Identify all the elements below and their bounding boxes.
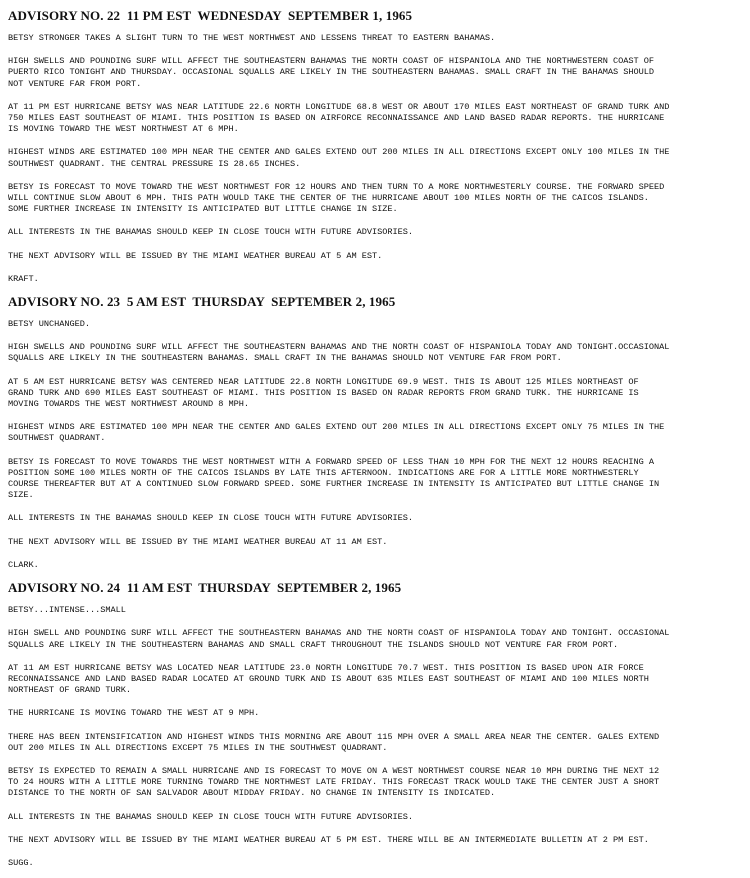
advisory-paragraph: HIGH SWELLS AND POUNDING SURF WILL AFFECT THE SOUTHEASTERN BAHAMAS THE NORTH COAST OF HISPANIOLA AND THE NORTHWESTERN COAST OF PUERTO RICO TONIGHT AND THURSDAY. OCCASIONAL SQUALLS ARE LIKELY IN THE SOUTHEASTERN BAHAMAS. SMALL CRAFT IN THE BAHAMAS SHOULD NOT VENTURE FAR FROM PORT. [8,56,655,89]
advisory-paragraph: HIGHEST WINDS ARE ESTIMATED 100 MPH NEAR THE CENTER AND GALES EXTEND OUT 200 MILES IN ALL DIRECTIONS EXCEPT ONLY 75 MILES IN THE SOUTHWEST QUADRANT. [8,422,665,444]
advisory-paragraph: BETSY IS FORECAST TO MOVE TOWARDS THE WEST NORTHWEST WITH A FORWARD SPEED OF LESS THAN 10 MPH FOR THE NEXT 12 HOURS REACHING A POSITION SOME 100 MILES NORTH OF THE CAICOS ISLANDS BY LATE THIS AFTERNOON. INDICATIONS ARE FOR A LITTLE MORE NORTHWESTERLY COURSE THEREAFTER BUT AT A CONTINUED SLOW FORWARD SPEED. SOME FURTHER INCREASE IN INTENSITY IS ANTICIPATED BUT LITTLE CHANGE IN SIZE. [8,456,660,501]
advisory-paragraph: HIGH SWELL AND POUNDING SURF WILL AFFECT THE SOUTHEASTERN BAHAMAS AND THE NORTH COAST OF HISPANIOLA TODAY AND TONIGHT. OCCASIONAL SQUALLS ARE LIKELY IN THE SOUTHEASTERN BAHAMAS AND SMALL CRAFT THROUGHOUT THE ISLANDS SHOULD NOT VENTURE FAR FROM PORT. [8,628,670,650]
advisory-paragraph: AT 11 AM EST HURRICANE BETSY WAS LOCATED NEAR LATITUDE 23.0 NORTH LONGITUDE 70.7 WEST. THIS POSITION IS BASED UPON AIR FORCE RECONNAISSANCE AND LAND BASED RADAR LOCATED AT GROUND TURK AND IS ABOUT 635 MILES EAST SOUTHEAST OF MIAMI AND 100 MILES NORTH NORTHEAST OF GRAND TURK. [8,662,649,696]
advisory-paragraph: BETSY UNCHANGED. [8,319,91,330]
advisory-paragraph: BETSY...INTENSE...SMALL [8,605,126,616]
advisory-section [8,8,744,285]
advisory-paragraph: THE NEXT ADVISORY WILL BE ISSUED BY THE MIAMI WEATHER BUREAU AT 5 PM EST. THERE WILL BE AN INTERMEDIATE BULLETIN AT 2 PM EST. [8,834,649,845]
advisory-document [8,8,744,878]
advisory-paragraph: ALL INTERESTS IN THE BAHAMAS SHOULD KEEP IN CLOSE TOUCH WITH FUTURE ADVISORIES. [8,227,414,238]
advisory-paragraph: HIGHEST WINDS ARE ESTIMATED 100 MPH NEAR THE CENTER AND GALES EXTEND OUT 200 MILES IN ALL DIRECTIONS EXCEPT ONLY 100 MILES IN THE SOUTHWEST QUADRANT. THE CENTRAL PRESSURE IS 28.65 INCHES. [8,147,670,169]
advisory-paragraph: ALL INTERESTS IN THE BAHAMAS SHOULD KEEP IN CLOSE TOUCH WITH FUTURE ADVISORIES. [8,513,414,524]
advisory-title: ADVISORY NO. 22 11 PM EST WEDNESDAY SEPTEMBER 1, 1965 [8,8,413,23]
advisory-title: ADVISORY NO. 24 11 AM EST THURSDAY SEPTEMBER 2, 1965 [8,580,402,596]
advisory-section [8,294,744,571]
advisory-paragraph: THE NEXT ADVISORY WILL BE ISSUED BY THE MIAMI WEATHER BUREAU AT 5 AM EST. [8,250,383,261]
advisory-title: ADVISORY NO. 23 5 AM EST THURSDAY SEPTEMBER 2, 1965 [8,294,396,310]
advisory-signoff: KRAFT. [8,273,39,284]
advisory-paragraph: BETSY IS EXPECTED TO REMAIN A SMALL HURRICANE AND IS FORECAST TO MOVE ON A WEST NORTHWEST COURSE NEAR 10 MPH DURING THE NEXT 12 TO 24 HOURS WITH A LITTLE MORE TURNING TOWARD THE NORTHWEST LATE FRIDAY. THIS FORECAST TRACK WOULD TAKE THE CENTER JUST A SHORT DISTANCE TO THE NORTH OF SAN SALVADOR ABOUT MIDDAY FRIDAY. NO CHANGE IN INTENSITY IS INDICATED. [8,765,660,799]
advisory-paragraph: HIGH SWELLS AND POUNDING SURF WILL AFFECT THE SOUTHEASTERN BAHAMAS AND THE NORTH COAST OF HISPANIOLA TODAY AND TONIGHT.OCCASIONAL SQUALLS ARE LIKELY IN THE SOUTHEASTERN BAHAMAS. SMALL CRAFT IN THE BAHAMAS SHOULD NOT VENTURE FAR FROM PORT. [8,342,670,364]
advisory-paragraph: AT 11 PM EST HURRICANE BETSY WAS NEAR LATITUDE 22.6 NORTH LONGITUDE 68.8 WEST OR ABOUT 170 MILES EAST NORTHEAST OF GRAND TURK AND 750 MILES EAST SOUTHEAST OF MIAMI. THIS POSITION IS BASED ON AIRFORCE RECONNAISSANCE AND LAND BASED RADAR REPORTS. THE HURRICANE IS MOVING TOWARD THE WEST NORTHWEST AT 6 MPH. [8,101,670,135]
advisory-paragraph: BETSY STRONGER TAKES A SLIGHT TURN TO THE WEST NORTHWEST AND LESSENS THREAT TO EASTERN BAHAMAS. [8,33,496,43]
advisory-signoff: CLARK. [8,559,39,570]
advisory-signoff: SUGG. [8,857,34,868]
advisory-paragraph: BETSY IS FORECAST TO MOVE TOWARD THE WEST NORTHWEST FOR 12 HOURS AND THEN TURN TO A MORE NORTHWESTERLY COURSE. THE FORWARD SPEED WILL CONTINUE SLOW ABOUT 6 MPH. THIS PATH WOULD TAKE THE CENTER OF THE HURRICANE ABOUT 100 MILES NORTH OF THE CAICOS ISLANDS. SOME FURTHER INCREASE IN INTENSITY IS ANTICIPATED BUT LITTLE CHANGE IN SIZE. [8,181,665,215]
advisory-section [8,580,744,869]
advisory-paragraph: AT 5 AM EST HURRICANE BETSY WAS CENTERED NEAR LATITUDE 22.8 NORTH LONGITUDE 69.9 WEST. THIS IS ABOUT 125 MILES NORTHEAST OF GRAND TURK AND 690 MILES EAST SOUTHEAST OF MIAMI. THIS POSITION IS BASED ON RADAR REPORTS FROM GRAND TURK. THE HURRICANE IS MOVING TOWARDS THE WEST NORTHWEST AROUND 8 MPH. [8,376,639,410]
advisory-paragraph: THE NEXT ADVISORY WILL BE ISSUED BY THE MIAMI WEATHER BUREAU AT 11 AM EST. [8,536,388,547]
advisory-paragraph: ALL INTERESTS IN THE BAHAMAS SHOULD KEEP IN CLOSE TOUCH WITH FUTURE ADVISORIES. [8,811,414,822]
advisory-paragraph: THERE HAS BEEN INTENSIFICATION AND HIGHEST WINDS THIS MORNING ARE ABOUT 115 MPH OVER A SMALL AREA NEAR THE CENTER. GALES EXTEND OUT 200 MILES IN ALL DIRECTIONS EXCEPT 75 MILES IN THE SOUTHWEST QUADRANT. [8,731,660,753]
advisory-paragraph: THE HURRICANE IS MOVING TOWARD THE WEST AT 9 MPH. [8,708,260,719]
